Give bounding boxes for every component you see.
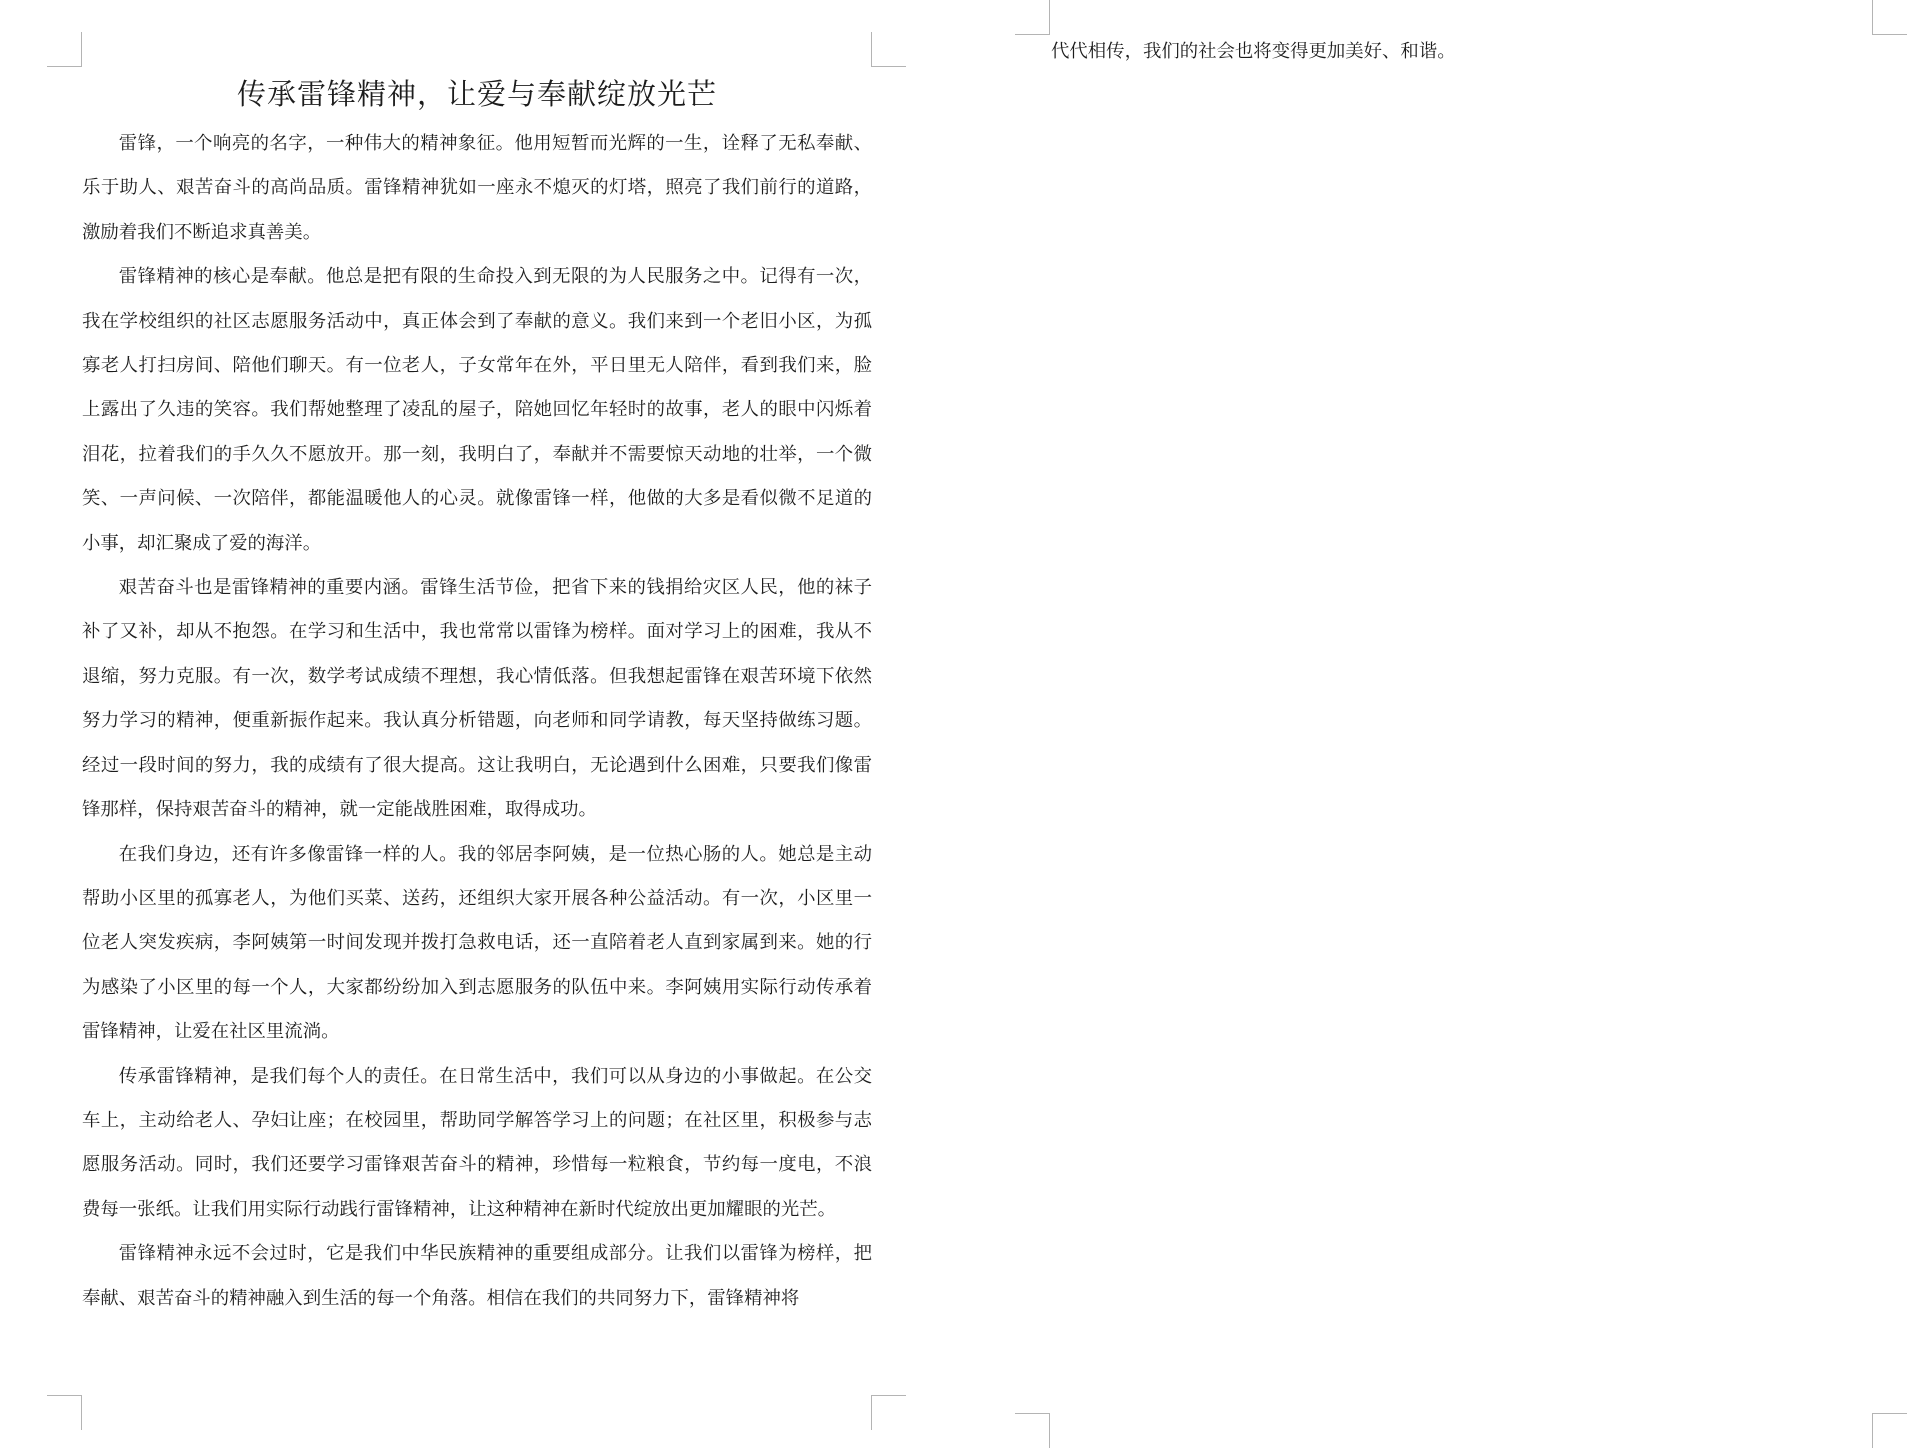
page-corner-mark: [47, 1395, 82, 1430]
document-page-1: [0, 0, 960, 1442]
page-corner-mark: [1015, 1413, 1050, 1448]
page-corner-mark: [871, 32, 906, 67]
document-body[interactable]: [82, 122, 872, 1321]
page-corner-mark: [871, 1395, 906, 1430]
page-corner-mark: [1872, 1413, 1907, 1448]
body-paragraph[interactable]: 雷锋精神永远不会过时，它是我们中华民族精神的重要组成部分。让我们以雷锋为榜样，把奉献、艰苦奋斗的精神融入到生活的每一个角落。相信在我们的共同努力下，雷锋精神将: [82, 1243, 872, 1309]
page-corner-mark: [47, 32, 82, 67]
body-paragraph[interactable]: 雷锋精神的核心是奉献。他总是把有限的生命投入到无限的为人民服务之中。记得有一次，我在学校组织的社区志愿服务活动中，真正体会到了奉献的意义。我们来到一个老旧小区，为孤寡老人打扫房间、陪他们聊天。有一位老人，子女常年在外，平日里无人陪伴，看到我们来，脸上露出了久违的笑容。我们帮她整理了凌乱的屋子，陪她回忆年轻时的故事，老人的眼中闪烁着泪花，拉着我们的手久久不愿放开。那一刻，我明白了，奉献并不需要惊天动地的壮举，一个微笑、一声问候、一次陪伴，都能温暖他人的心灵。就像雷锋一样，他做的大多是看似微不足道的小事，却汇聚成了爱的海洋。: [82, 266, 872, 554]
document-page-2: [960, 0, 1920, 1442]
body-paragraph[interactable]: 传承雷锋精神，是我们每个人的责任。在日常生活中，我们可以从身边的小事做起。在公交车上，主动给老人、孕妇让座；在校园里，帮助同学解答学习上的问题；在社区里，积极参与志愿服务活动。同时，我们还要学习雷锋艰苦奋斗的精神，珍惜每一粒粮食，节约每一度电，不浪费每一张纸。让我们用实际行动践行雷锋精神，让这种精神在新时代绽放出更加耀眼的光芒。: [82, 1065, 872, 1220]
page-corner-mark: [1872, 0, 1907, 35]
body-paragraph[interactable]: 艰苦奋斗也是雷锋精神的重要内涵。雷锋生活节俭，把省下来的钱捐给灾区人民，他的袜子补了又补，却从不抱怨。在学习和生活中，我也常常以雷锋为榜样。面对学习上的困难，我从不退缩，努力克服。有一次，数学考试成绩不理想，我心情低落。但我想起雷锋在艰苦环境下依然努力学习的精神，便重新振作起来。我认真分析错题，向老师和同学请教，每天坚持做练习题。经过一段时间的努力，我的成绩有了很大提高。这让我明白，无论遇到什么困难，只要我们像雷锋那样，保持艰苦奋斗的精神，就一定能战胜困难，取得成功。: [82, 577, 872, 821]
page-corner-mark: [1015, 0, 1050, 35]
document-title[interactable]: 传承雷锋精神，让爱与奉献绽放光芒: [236, 77, 717, 111]
body-paragraph[interactable]: 在我们身边，还有许多像雷锋一样的人。我的邻居李阿姨，是一位热心肠的人。她总是主动帮助小区里的孤寡老人，为他们买菜、送药，还组织大家开展各种公益活动。有一次，小区里一位老人突发疾病，李阿姨第一时间发现并拨打急救电话，还一直陪着老人直到家属到来。她的行为感染了小区里的每一个人，大家都纷纷加入到志愿服务的队伍中来。李阿姨用实际行动传承着雷锋精神，让爱在社区里流淌。: [82, 843, 872, 1043]
continuation-paragraph[interactable]: 代代相传，我们的社会也将变得更加美好、和谐。: [1051, 41, 1456, 62]
body-paragraph[interactable]: 雷锋，一个响亮的名字，一种伟大的精神象征。他用短暂而光辉的一生，诠释了无私奉献、乐于助人、艰苦奋斗的高尚品质。雷锋精神犹如一座永不熄灭的灯塔，照亮了我们前行的道路，激励着我们不断追求真善美。: [82, 133, 872, 243]
